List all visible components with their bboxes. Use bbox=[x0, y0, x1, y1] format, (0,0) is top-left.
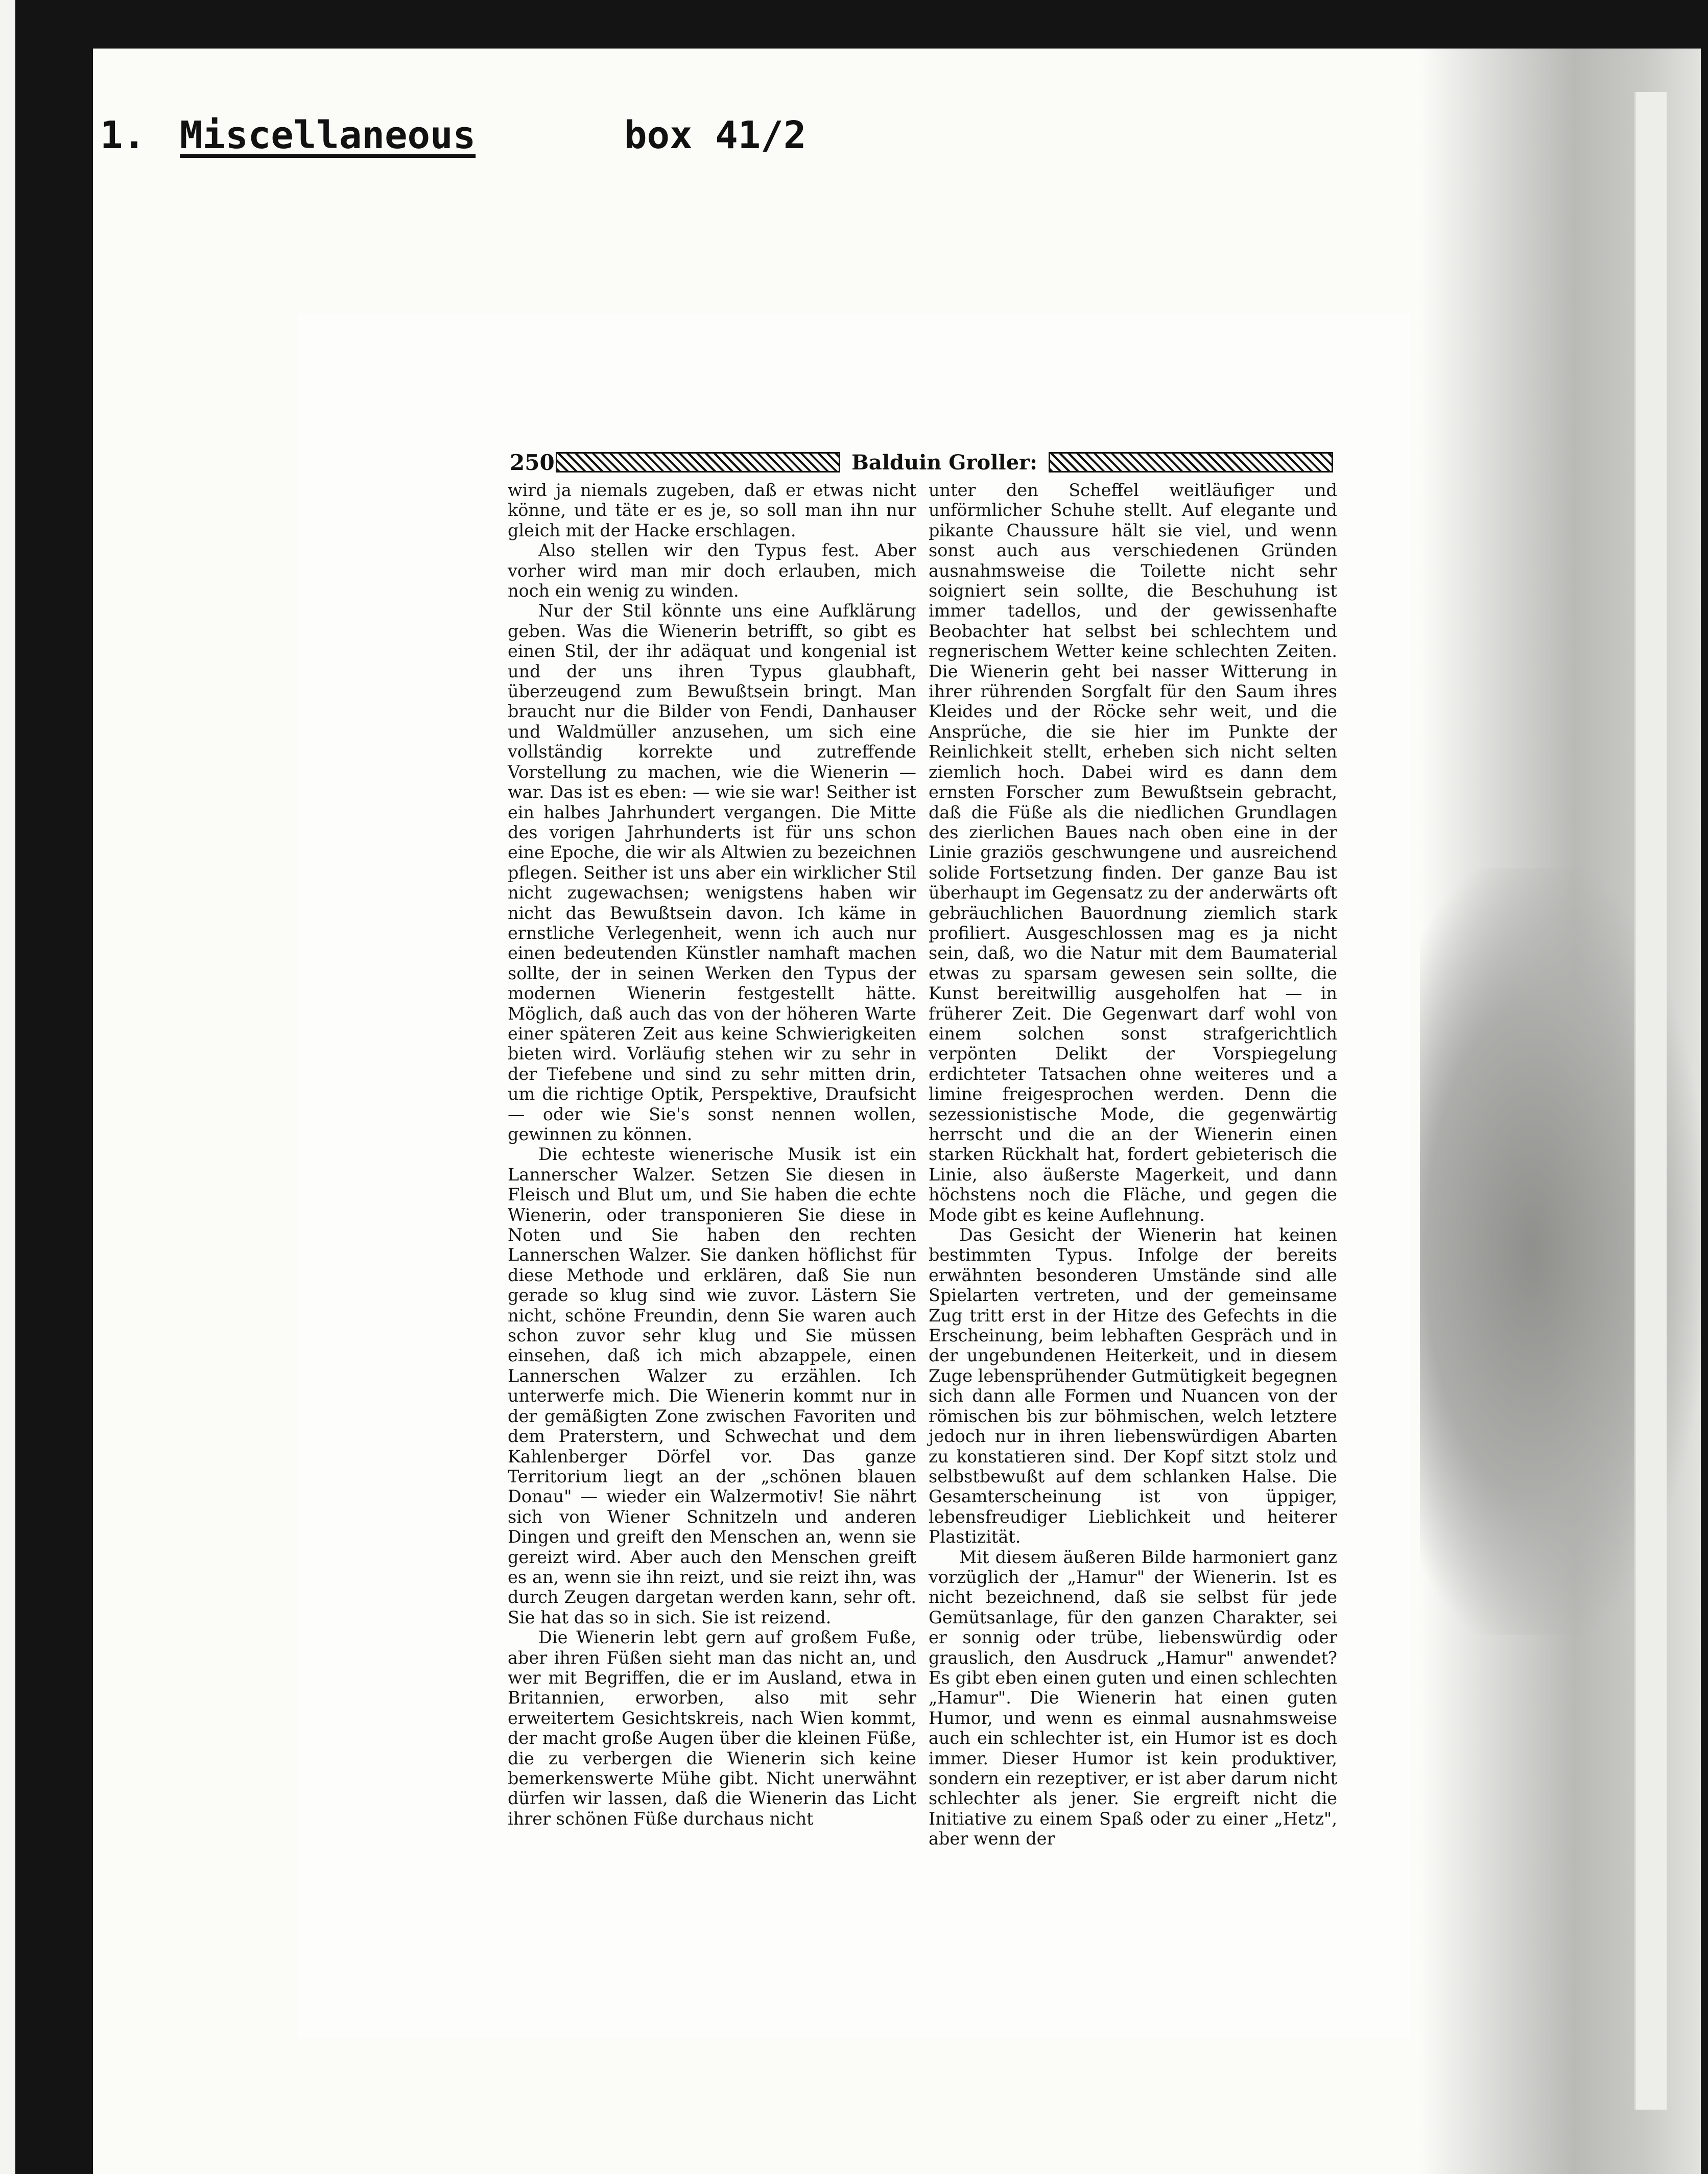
page-header bbox=[510, 450, 1333, 475]
paragraph: unter den Scheffel weitläufiger und unförmlicher Schuhe stellt. Auf elegante und pikante Chaussure hält sie viel, und wenn sonst auch aus verschiedenen Gründen ausnahmsweise die Toilette nicht sehr soigniert sein sollte, die Beschuhung ist immer tadellos, und der gewissenhafte Beobachter hat selbst bei schlechtem und regnerischem Wetter keine schlechten Zeiten. Die Wienerin geht bei nasser Witterung in ihrer rührenden Sorgfalt für den Saum ihres Kleides und der Röcke sehr weit, und die Ansprüche, die sie hier im Punkte der Reinlichkeit stellt, erheben sich nicht selten ziemlich hoch. Dabei wird es dann dem ernsten Forscher zum Bewußtsein gebracht, daß die Füße als die niedlichen Grundlagen des zierlichen Baues nach oben eine in der Linie graziös geschwungene und ausreichend solide Fortsetzung finden. Der ganze Bau ist überhaupt im Gegensatz zu der anderwärts oft gebräuchlichen Bauordnung ziemlich stark profiliert. Ausgeschlossen mag es ja nicht sein, daß, wo die Natur mit dem Baumaterial etwas zu sparsam gewesen sein sollte, die Kunst bereitwillig ausgeholfen hat — in früherer Zeit. Die Gegenwart darf wohl von einem solchen sonst strafgerichtlich verpönten Delikt der Vorspiegelung erdichteter Tatsachen ohne weiteres und a limine freigesprochen werden. Denn die sezessionistische Mode, die gegenwärtig herrscht und die an der Wienerin einen starken Rückhalt hat, fordert gebieterisch die Linie, also äußerste Magerkeit, und dann höchstens noch die Fläche, und gegen die Mode gibt es keine Auflehnung. bbox=[929, 480, 1337, 1225]
scanner-left-margin bbox=[0, 0, 15, 2174]
text-column-right bbox=[929, 480, 1337, 1849]
text-column-left bbox=[508, 480, 916, 1829]
paragraph: Das Gesicht der Wienerin hat keinen bestimmten Typus. Infolge der bereits erwähnten besonderen Umstände sind alle Spielarten vertreten, und der gemeinsame Zug tritt erst in der Hitze des Gefechts in die Erscheinung, beim lebhaften Gespräch und in der ungebundenen Heiterkeit, und in diesem Zuge lebensprühender Gutmütigkeit begegnen sich dann alle Formen und Nuancen von der römischen bis zur böhmischen, welch letztere jedoch nur in ihren liebenswürdigen Abarten zu konstatieren sind. Der Kopf sitzt stolz und selbstbewußt auf dem schlanken Halse. Die Gesamterscheinung ist von üppiger, lebensfreudiger Lieblichkeit und heiterer Plastizität. bbox=[929, 1225, 1337, 1547]
paragraph: Also stellen wir den Typus fest. Aber vorher wird man mir doch erlauben, mich noch ein wenig zu winden. bbox=[508, 540, 916, 601]
sheet-edge bbox=[1634, 92, 1667, 2110]
article-author: Balduin Groller: bbox=[851, 450, 1037, 475]
archive-number: 1. bbox=[100, 113, 146, 157]
page-number: 250 bbox=[510, 450, 555, 475]
ornament-rule-right bbox=[1049, 452, 1333, 472]
paragraph: wird ja niemals zugeben, daß er etwas nicht könne, und täte er es je, so soll man ihn nur gleich mit der Hacke erschlagen. bbox=[508, 480, 916, 540]
archive-category: Miscellaneous bbox=[180, 113, 476, 157]
paragraph: Mit diesem äußeren Bilde harmoniert ganz vorzüglich der „Hamur" der Wienerin. Ist es nicht bezeichnend, daß sie selbst für jede Gemütsanlage, für den ganzen Charakter, sei er sonnig oder trübe, liebenswürdig oder grauslich, den Ausdruck „Hamur" anwendet? Es gibt eben einen guten und einen schlechten „Hamur". Die Wienerin hat einen guten Humor, und wenn es einmal ausnahmsweise auch ein schlechter ist, ein Humor ist es doch immer. Dieser Humor ist kein produktiver, sondern ein rezeptiver, er ist aber darum nicht schlechter als jener. Sie ergreift nicht die Initiative zu einem Spaß oder zu einer „Hetz", aber wenn der bbox=[929, 1547, 1337, 1849]
archive-box: box 41/2 bbox=[624, 113, 806, 157]
paragraph: Die echteste wienerische Musik ist ein Lannerscher Walzer. Setzen Sie diesen in Fleisch und Blut um, und Sie haben die echte Wienerin, oder transponieren Sie diese in Noten und Sie haben den rechten Lannerschen Walzer. Sie danken höflichst für diese Methode und erklären, daß Sie nun gerade so klug sind wie zuvor. Lästern Sie nicht, schöne Freundin, denn Sie waren auch schon zuvor sehr klug und Sie müssen einsehen, daß ich mich abzappele, einen Lannerschen Walzer zu erzählen. Ich unterwerfe mich. Die Wienerin kommt nur in der gemäßigten Zone zwischen Favoriten und dem Praterstern, und Schwechat und dem Kahlenberger Dörfel vor. Das ganze Territorium liegt an der „schönen blauen Donau" — wieder ein Walzermotiv! Sie nährt sich von Wiener Schnitzeln und anderen Dingen und greift den Menschen an, wenn sie gereizt wird. Aber auch den Menschen greift es an, wenn sie ihn reizt, und sie reizt ihn, was durch Zeugen dargetan werden kann, sehr oft. Sie hat das so in sich. Sie ist reizend. bbox=[508, 1144, 916, 1627]
paragraph: Nur der Stil könnte uns eine Aufklärung geben. Was die Wienerin betrifft, so gibt es einen Stil, der ihr adäquat und kongenial ist und der uns ihren Typus glaubhaft, überzeugend zum Bewußtsein bringt. Man braucht nur die Bilder von Fendi, Danhauser und Waldmüller anzusehen, um sich eine vollständig korrekte und zutreffende Vorstellung zu machen, wie die Wienerin — war. Das ist es eben: — wie sie war! Seither ist ein halbes Jahrhundert vergangen. Die Mitte des vorigen Jahrhunderts ist für uns schon eine Epoche, die wir als Altwien zu bezeichnen pflegen. Seither ist uns aber ein wirklicher Stil nicht zugewachsen; wenigstens haben wir nicht das Bewußtsein davon. Ich käme in ernstliche Verlegenheit, wenn ich auch nur einen bedeutenden Künstler namhaft machen sollte, der in seinen Werken den Typus der modernen Wienerin festgestellt hätte. Möglich, daß auch das von der höheren Warte einer späteren Zeit aus keine Schwierigkeiten bieten wird. Vorläufig stehen wir zu sehr in der Tiefebene und sind zu sehr mitten drin, um die richtige Optik, Perspektive, Draufsicht — oder wie Sie's sonst nennen wollen, gewinnen zu können. bbox=[508, 601, 916, 1144]
ornament-rule-left bbox=[556, 452, 840, 472]
paragraph: Die Wienerin lebt gern auf großem Fuße, aber ihren Füßen sieht man das nicht an, und wer mit Begriffen, die er im Ausland, etwa in Britannien, erworben, also mit sehr erweitertem Gesichtskreis, nach Wien kommt, der macht große Augen über die kleinen Füße, die zu verbergen die Wienerin sich keine bemerkenswerte Mühe gibt. Nicht unerwähnt dürfen wir lassen, daß die Wienerin das Licht ihrer schönen Füße durchaus nicht bbox=[508, 1627, 916, 1829]
